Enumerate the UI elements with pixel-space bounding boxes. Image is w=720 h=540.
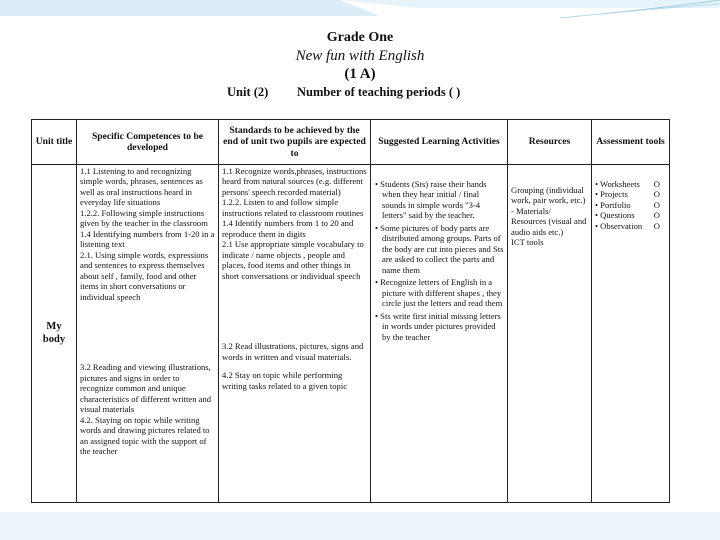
activities-cell (371, 165, 508, 503)
assessment-cell (592, 165, 670, 503)
resource-item: ICT tools (511, 237, 544, 248)
standard-item: 1.4 Identify numbers from 1 to 20 and reproduce them in digits (222, 218, 354, 239)
table-header-row (32, 120, 670, 165)
assessment-item: • Projects O (595, 189, 660, 200)
activity-item: • Recognize letters of English in a picture with different shapes , they circle just the letters and read them (375, 277, 503, 309)
bullet-icon: • (375, 277, 379, 288)
standard-item: 1.2.2. Listen to and follow simple instructions related to classroom routines (222, 197, 364, 218)
competence-item: 2.1. Using simple words, expressions and sentences to express themselves about self , family, food and other items in short conversations or individual speech (80, 249, 209, 302)
col-resources: Resources (508, 120, 592, 165)
curriculum-table (31, 119, 670, 503)
bullet-icon: • (595, 199, 599, 210)
competences-cell (77, 165, 219, 503)
checkbox-mark: O (653, 199, 660, 210)
standard-item: 3.2 Read illustrations, pictures, signs and words in written and visual materials. (222, 341, 364, 362)
table-row (32, 165, 670, 503)
book-code: (1 A) (344, 66, 376, 82)
checkbox-mark: O (653, 179, 660, 189)
activity-item: • Sts write first initial missing letters in words under pictures provided by the teacher (375, 310, 501, 342)
col-activities: Suggested Learning Activities (371, 120, 508, 165)
col-unit-title: Unit title (32, 120, 77, 165)
resource-item: - Materials/ Resources (visual and audio aids etc.) (511, 205, 587, 237)
bottom-band (0, 512, 720, 540)
checkbox-mark: O (653, 220, 660, 231)
bullet-icon: • (375, 222, 379, 233)
bullet-icon: • (375, 310, 379, 321)
bullet-icon: • (595, 220, 599, 231)
unit-title-cell: My body (32, 165, 77, 503)
bullet-icon: • (375, 179, 379, 189)
bullet-icon: • (595, 189, 599, 200)
competence-item: 4.2. Staying on topic while writing words and drawing pictures related to an assigned topic with the support of the teacher (80, 414, 210, 457)
assessment-item: • Portfolio O (595, 199, 660, 210)
standard-item: 1.1 Recognize words,phrases, instructions heard from natural sources (e.g. different persons' speech recorded material) (222, 166, 367, 197)
resources-cell (508, 165, 592, 503)
competence-item: 3.2 Reading and viewing illustrations, pictures and signs in order to recognize common and unique characteristics of different written and visual materials (80, 362, 212, 415)
spacer (222, 281, 367, 341)
spacer (222, 362, 367, 370)
series-title: New fun with English (295, 48, 425, 64)
top-decoration (0, 0, 720, 22)
assessment-item: • Worksheets O (595, 179, 660, 189)
grade-title: Grade One (326, 30, 394, 45)
competence-item: 1.2.2. Following simple instructions given by the teacher in the classroom (80, 207, 208, 229)
standards-cell (219, 165, 371, 503)
bullet-icon: • (595, 179, 599, 189)
activity-item: • Students (Sts) raise their hands when they hear initial / final sounds in simple words "3-4 letters" said by the teacher. (375, 179, 487, 221)
spacer (80, 302, 215, 362)
activity-item: • Some pictures of body parts are distributed among groups. Parts of the body are cut into pieces and Sts are asked to collect the parts and name them (375, 222, 504, 275)
unit-label: Unit (2) (227, 85, 269, 99)
col-standards: Standards to be achieved by the end of unit two pupils are expected to (219, 120, 371, 165)
bullet-icon: • (595, 210, 599, 221)
teaching-periods: Number of teaching periods ( ) (297, 85, 461, 99)
assessment-item: • Observation O (595, 220, 660, 231)
checkbox-mark: O (653, 210, 660, 221)
checkbox-mark: O (653, 189, 660, 200)
col-assessment: Assessment tools (592, 120, 670, 165)
standard-item: 4.2 Stay on topic while performing writing tasks related to a given topic (222, 370, 348, 391)
assessment-item: • Questions O (595, 210, 660, 221)
competence-item: 1.4 Identifying numbers from 1-20 in a listening text (80, 228, 215, 250)
col-competences: Specific Competences to be developed (77, 120, 219, 165)
competence-item: 1.1 Listening to and recognizing simple words, phrases, sentences as well as oral instructions heard in everyday life situations (80, 166, 203, 208)
resource-item: Grouping (individual work, pair work, etc.) (511, 185, 586, 206)
standard-item: 2.1 Use appropriate simple vocabulary to indicate / name objects , people and places, food items and other things in short conversations or individual speech (222, 239, 364, 281)
